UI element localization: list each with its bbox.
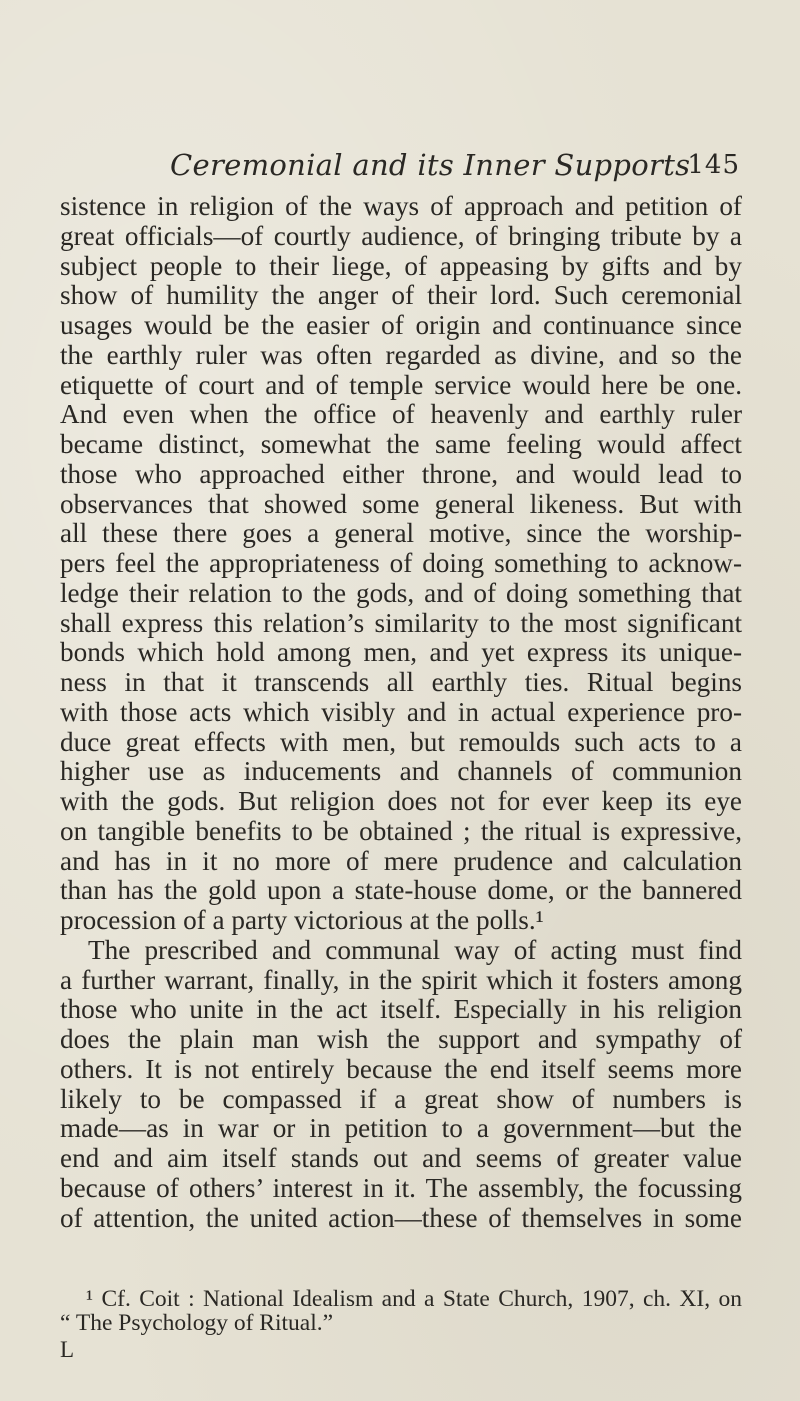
text-line: observances that showed some general likeness. But with	[60, 488, 742, 519]
text-line: with the gods. But religion does not for ever keep its eye	[60, 786, 742, 816]
text-line: and has in it no more of mere prudence and calculation	[60, 845, 742, 876]
text-line: with those acts which visibly and in actual experience pro-	[60, 696, 742, 727]
text-line: a further warrant, finally, in the spirit which it fosters among	[60, 964, 742, 995]
text-line: end and aim itself stands out and seems of greater value	[60, 1143, 742, 1173]
text-line: shall express this relation’s similarity to the most significant	[60, 607, 742, 638]
footnote-line: “ The Psychology of Ritual.”	[60, 1310, 334, 1336]
text-line: bonds which hold among men, and yet express its unique-	[60, 637, 742, 668]
text-line: others. It is not entirely because the end itself seems more	[60, 1053, 742, 1084]
text-line: sistence in religion of the ways of approach and petition of	[60, 191, 742, 221]
text-line: usages would be the easier of origin and continuance since	[60, 310, 742, 340]
page-number: 145	[687, 150, 740, 180]
text-line: show of humility the anger of their lord. Such ceremonial	[60, 280, 742, 311]
text-line: the earthly ruler was often regarded as divine, and so the	[60, 339, 742, 370]
text-line: great officials—of courtly audience, of bringing tribute by a	[60, 220, 742, 251]
text-line: all these there goes a general motive, since the worship-	[60, 518, 742, 549]
signature-mark: L	[60, 1337, 75, 1362]
text-line: than has the gold upon a state-house dome, or the bannered	[60, 875, 742, 906]
running-title: Ceremonial and its Inner Supports	[170, 148, 691, 182]
footnote	[60, 1287, 742, 1335]
text-line: those who unite in the act itself. Especially in his religion	[60, 994, 742, 1025]
text-line: does the plain man wish the support and sympathy of	[60, 1024, 742, 1054]
paragraph-end-line: procession of a party victorious at the polls.¹	[60, 905, 544, 935]
text-line: duce great effects with men, but remoulds such acts to a	[60, 726, 742, 757]
text-line: pers feel the appropriateness of doing something to acknow-	[60, 548, 742, 578]
text-line: etiquette of court and of temple service would here be one.	[60, 369, 742, 400]
text-line: of attention, the united action—these of themselves in some	[60, 1202, 742, 1233]
text-line: became distinct, somewhat the same feeling would affect	[60, 429, 742, 459]
text-line: likely to be compassed if a great show of numbers is	[60, 1083, 742, 1114]
footnote-line: ¹ Cf. Coit : National Idealism and a State Church, 1907, ch. XI, on	[86, 1286, 742, 1312]
text-line: those who approached either throne, and would lead to	[60, 458, 742, 489]
text-line: And even when the office of heavenly and earthly ruler	[60, 399, 742, 430]
text-line: made—as in war or in petition to a government—but the	[60, 1113, 742, 1144]
text-line: subject people to their liege, of appeasing by gifts and by	[60, 250, 742, 281]
text-line: ledge their relation to the gods, and of doing something that	[60, 577, 742, 608]
body-text	[60, 192, 742, 1233]
text-line: higher use as inducements and channels of communion	[60, 756, 742, 787]
text-line: because of others’ interest in it. The assembly, the focussing	[60, 1172, 742, 1203]
paragraph-start-line: The prescribed and communal way of acting must find	[88, 934, 742, 965]
text-line: ness in that it transcends all earthly ties. Ritual begins	[60, 667, 742, 697]
text-line: on tangible benefits to be obtained ; the ritual is expressive,	[60, 815, 742, 846]
running-head	[170, 148, 740, 188]
